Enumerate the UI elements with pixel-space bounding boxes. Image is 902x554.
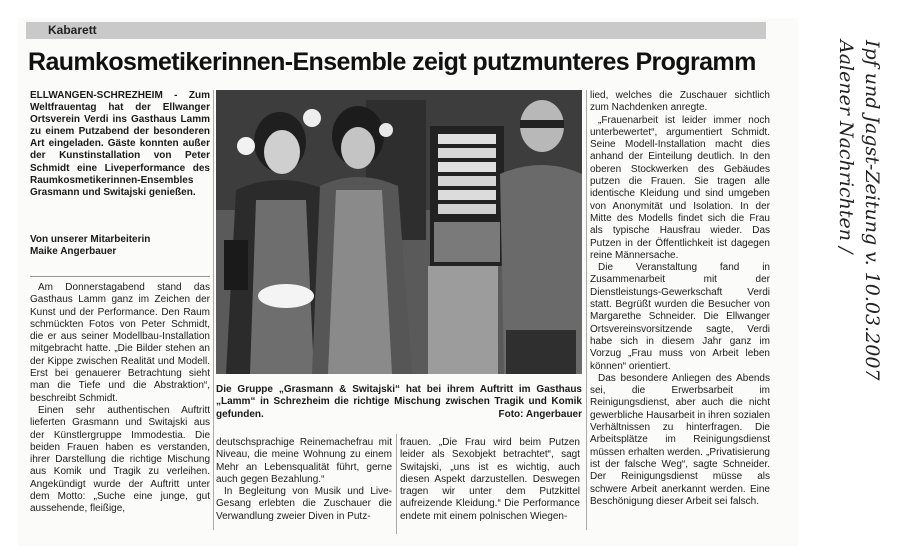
paragraph: Am Donnerstagabend stand das Gasthaus Lamm ganz im Zeichen der Kunst und der Performance. Den Raum schmückten Fotos von Peter Schmidt, die er aus seiner Modellbau-Installation mitgebracht hatte. „Die Bilder stehen an der Kippe zwischen Realität und Modell. Erst bei genauerer Betrachtung sieht man die Tiefe und die Abstraktion“, beschreibt Schmidt.: [30, 282, 210, 404]
paragraph: lied, welches die Zuschauer sichtlich zum Nachdenken anregte.: [590, 90, 770, 114]
article-headline: Raumkosmetikerinnen-Ensemble zeigt putzmunteres Programm: [28, 48, 756, 76]
paragraph: In Begleitung von Musik und Live-Gesang erlebten die Zuschauer die Verwandlung zweier Diven in Putz-: [216, 486, 392, 522]
section-bar: [26, 22, 766, 39]
paragraph: „Frauenarbeit ist leider immer noch unterbewertet“, argumentiert Schmidt. Seine Modell-Installation macht dies anhand der Einteilung deutlich. In den oberen Stockwerken des Gebäudes putzen die Frauen. Sie tragen alle identische Kleidung und sind umgeben von Anonymität und Isolation. In der Mitte des Modells findet sich die Frau als typische Hausfrau wieder. Das Putzen in der Öffentlichkeit ist dagegen reine Männersache.: [590, 114, 770, 261]
article-column-4: [590, 90, 770, 508]
byline-author: Maike Angerbauer: [30, 246, 117, 257]
byline-role: Von unserer Mitarbeiterin: [30, 234, 151, 245]
byline-divider: [30, 276, 210, 277]
handwritten-note: [818, 30, 888, 480]
handwriting-line-2: Ipf und Jagst-Zeitung v. 10.03.2007: [861, 40, 883, 381]
article-photo: [216, 90, 582, 374]
paragraph: deutschsprachige Reinemachefrau mit Niveau, die meine Wohnung zu einem Mehr an Lebensqualität führt, gerne auch gegen Bezahlung.“: [216, 437, 392, 485]
photo-performers-image: [216, 90, 582, 374]
column-rule: [396, 434, 397, 534]
handwriting-line-1: Aalener Nachrichten /: [835, 40, 857, 254]
paragraph: Die Veranstaltung fand in Zusammenarbeit mit der Dienstleistungs-Gewerkschaft Verdi statt. Begrüßt wurden die Besucher von Margarethe Schneider. Die Ellwanger Ortsvereinsvorsitzende sagte, Verdi habe sich in diesem Jahr ganz im Vorzug „Frau muss von Arbeit leben können“ orientiert.: [590, 262, 770, 372]
article-lead: ELLWANGEN-SCHREZHEIM - Zum Weltfrauentag hat der Ellwanger Ortsverein Verdi ins Gasthaus Lamm zu einem Putzabend der besonderen Art eingeladen. Gäste konnten außer der Kunstinstallation von Peter Schmidt eine Liveperformance des Raumkosmetikerinnen-Ensembles Grasmann und Switajski genießen.: [30, 90, 210, 198]
column-rule: [586, 90, 587, 530]
column-rule: [213, 90, 214, 530]
caption-text: Die Gruppe „Grasmann & Switajski“ hat bei ihrem Auftritt im Gasthaus „Lamm“ in Schrezheim die richtige Mischung zwischen Tragik und Komik gefunden.: [216, 384, 582, 420]
article-column-2: [216, 437, 392, 523]
byline: [30, 234, 210, 258]
article-column-1: [30, 282, 210, 516]
paragraph: frauen. „Die Frau wird beim Putzen leider als Sexobjekt betrachtet“, sagt Switajski, „uns ist es wichtig, auch diesen Aspekt darzustellen. Deswegen tragen wir unter dem Putzkittel aufreizende Kleidung.“ Die Performance endete mit einem polnischen Wiegen-: [400, 437, 580, 522]
article-column-3: [400, 437, 580, 523]
paragraph: Einen sehr authentischen Auftritt lieferten Grasmann und Switajski aus der Künstlergruppe Immodestia. Die beiden Frauen haben es verstanden, ihrer Darstellung die richtige Mischung aus Komik und Tragik zu verleihen. Angekündigt wurde der Auftritt unter dem Motto: „Suche eine junge, gut aussehende, fleißige,: [30, 404, 210, 515]
photo-caption: [216, 384, 582, 421]
handwritten-source-note: [818, 30, 888, 480]
section-label: Kabarett: [48, 23, 97, 37]
photo-credit: Foto: Angerbauer: [498, 408, 582, 420]
paragraph: Das besondere Anliegen des Abends sei, die Erwerbsarbeit im Reinigungsdienst, aber auch die nicht gewerbliche Hausarbeit in ihren sozialen Verhältnissen zu hinterfragen. Die Arbeitsplätze im Reinigungsdienst müssen erhalten werden. „Privatisierung ist der falsche Weg“, sagte Schneider. Der Reinigungsdienst müsse als schwere Arbeit anerkannt werden. Eine Beschönigung dieser Arbeit sei falsch.: [590, 372, 770, 507]
